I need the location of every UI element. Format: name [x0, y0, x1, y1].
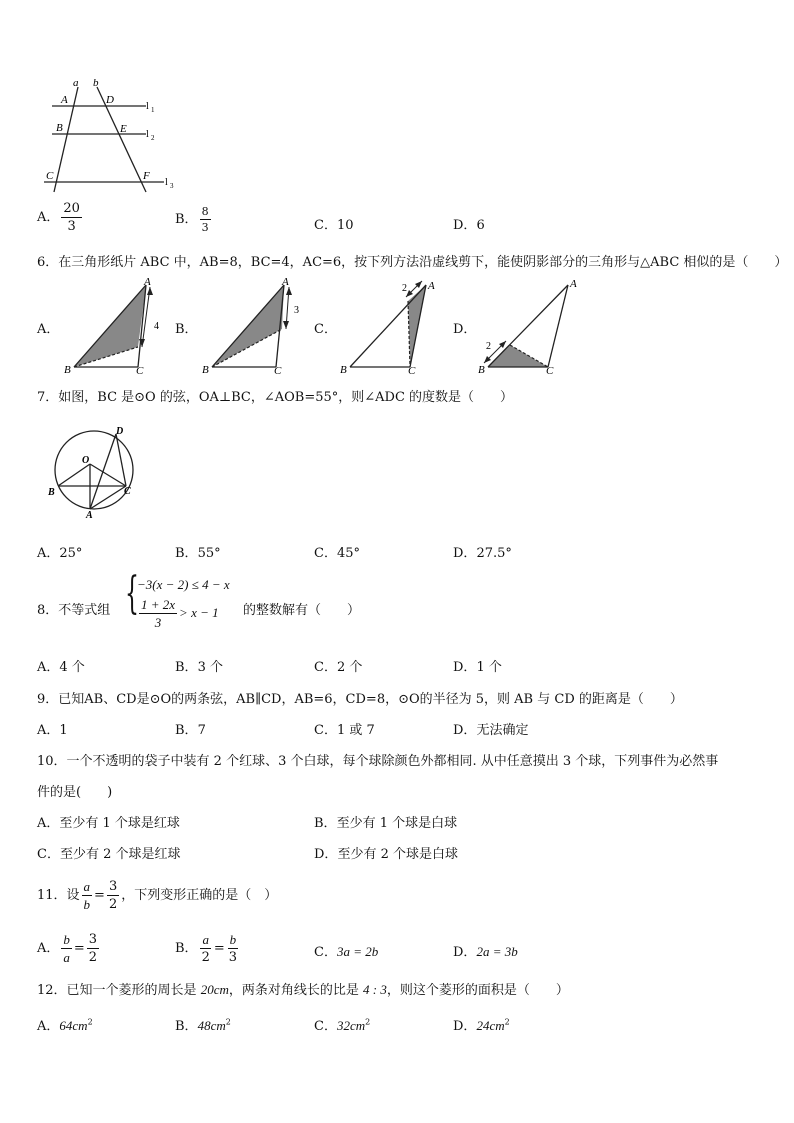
q5-label-b: b	[93, 77, 99, 89]
q6b-label-A: A	[282, 277, 289, 288]
q7-circle-figure	[44, 422, 144, 522]
superscript: 2	[87, 1017, 93, 1027]
q5-label-F: F	[143, 170, 150, 182]
q12-option-c[interactable]	[314, 1015, 370, 1034]
q10-stem-line-2: 件的是( )	[37, 785, 113, 800]
q11-option-b-right	[227, 933, 239, 964]
denominator: 3	[228, 950, 238, 965]
q12-option-a-letter: A．	[37, 1019, 60, 1034]
q12-stem-c: ，则这个菱形的面积是（ ）	[386, 983, 569, 998]
q11-option-c[interactable]	[314, 941, 378, 960]
q8-option-d[interactable]	[453, 656, 502, 675]
superscript: 2	[504, 1017, 510, 1027]
q5-label-l1: l	[146, 101, 149, 112]
q5-label-l3-sub: 3	[170, 182, 174, 190]
q11-fraction-left	[82, 880, 93, 911]
q5-option-c[interactable]	[314, 214, 354, 233]
q6d-mark: 2	[486, 341, 491, 352]
q6b-label-C: C	[274, 365, 282, 377]
q6b-mark: 3	[294, 305, 299, 316]
equals-sign: =	[94, 888, 105, 903]
q11-option-a-letter: A．	[37, 941, 60, 956]
q12-option-d-letter: D．	[453, 1019, 477, 1034]
q10-option-c-text: 至少有 2 个球是红球	[59, 847, 181, 862]
numerator: b	[229, 932, 237, 947]
q7-option-b-text: 55°	[197, 546, 221, 561]
q12-stem-b: ，两条对角线长的比是	[228, 983, 363, 998]
q6-option-b-letter[interactable]: B．	[175, 322, 198, 337]
q11-option-d-letter: D．	[453, 945, 477, 960]
q5-option-b-fraction	[200, 206, 211, 233]
q6a-label-A: A	[144, 277, 151, 288]
q11-fraction-right	[107, 880, 119, 911]
denominator: 2	[88, 950, 98, 965]
q8-inequality-2-fraction	[139, 598, 177, 629]
q7-option-b[interactable]	[175, 542, 221, 561]
q6c-label-B: B	[340, 364, 347, 376]
q5-option-a-fraction	[61, 202, 82, 233]
q6-option-b-figure[interactable]	[198, 277, 308, 377]
equals-sign: =	[213, 941, 225, 956]
q7-option-d[interactable]	[453, 542, 512, 561]
q5-parallel-lines-figure	[34, 75, 184, 195]
q5-option-b[interactable]	[175, 206, 213, 233]
q5-option-d[interactable]	[453, 214, 485, 233]
superscript: 2	[225, 1017, 231, 1027]
q8-inequality-1: −3(x − 2) ≤ 4 − x	[137, 577, 230, 592]
q5-label-B: B	[56, 122, 63, 134]
q10-option-d-letter: D．	[314, 847, 338, 862]
q5-label-E: E	[120, 123, 127, 135]
q7-label-B: B	[48, 487, 55, 498]
q9-option-b-text: 7	[197, 723, 206, 738]
q5-option-c-text: 10	[336, 218, 354, 233]
q10-option-c-letter: C．	[37, 847, 60, 862]
q7-stem: 7．如图，BC 是⊙O 的弦，OA⊥BC，∠AOB=55°，则∠ADC 的度数是（ ）	[37, 390, 514, 405]
q6-option-d-figure[interactable]	[476, 277, 586, 377]
q5-label-A: A	[61, 94, 68, 106]
q10-option-b-text: 至少有 1 个球是白球	[336, 816, 458, 831]
q11-option-b-left	[200, 933, 212, 964]
q10-option-a-text: 至少有 1 个球是红球	[59, 816, 180, 831]
q9-option-c[interactable]	[314, 719, 375, 738]
numerator: a	[83, 879, 91, 894]
q6a-label-C: C	[136, 365, 144, 377]
denominator: 2	[201, 950, 210, 965]
q6-option-c-figure[interactable]	[338, 277, 448, 377]
q12-perimeter: 20cm	[200, 982, 229, 997]
q8-inequality-2-rhs: > x − 1	[179, 605, 219, 620]
q10-option-b[interactable]	[314, 812, 457, 831]
q7-label-A: A	[86, 510, 93, 521]
q9-option-c-letter: C．	[314, 723, 337, 738]
q5-option-a[interactable]	[37, 202, 84, 233]
q5-label-D: D	[106, 94, 114, 106]
q12-option-b-letter: B．	[175, 1019, 198, 1034]
q9-option-a-letter: A．	[37, 723, 60, 738]
q6-option-c-letter[interactable]: C．	[314, 322, 337, 337]
q9-option-b[interactable]	[175, 719, 206, 738]
q10-option-a-letter: A．	[37, 816, 60, 831]
q11-option-a-left	[61, 933, 72, 964]
q10-option-c[interactable]	[37, 843, 181, 862]
q8-option-b[interactable]	[175, 656, 223, 675]
q7-option-a-text: 25°	[59, 546, 83, 561]
q8-prefix: 8．不等式组	[37, 603, 111, 618]
q11-stem	[37, 880, 277, 911]
q5-option-d-letter: D．	[453, 218, 477, 233]
q7-option-c-letter: C．	[314, 546, 337, 561]
q12-option-a-value: 64cm	[59, 1018, 88, 1033]
q6a-label-B: B	[64, 364, 71, 376]
q6b-label-B: B	[202, 364, 209, 376]
q10-stem-line-1: 10．一个不透明的袋子中装有 2 个红球、3 个白球，每个球除颜色外都相同. 从中任意摸出 3 个球，下列事件为必然事	[37, 754, 719, 769]
numerator: 3	[88, 932, 98, 947]
q12-stem	[37, 979, 569, 998]
numerator: b	[63, 932, 70, 947]
q8-option-c-letter: C．	[314, 660, 337, 675]
q9-option-a-text: 1	[59, 723, 68, 738]
q11-option-d-text: 2a = 3b	[476, 944, 518, 959]
q11-prefix: 11．设	[37, 888, 80, 903]
q5-option-a-letter: A．	[37, 210, 60, 225]
q9-option-d-letter: D．	[453, 723, 477, 738]
q12-option-b[interactable]	[175, 1015, 231, 1034]
q12-option-d-value: 24cm	[476, 1018, 505, 1033]
numerator: 8	[201, 205, 209, 218]
q10-option-b-letter: B．	[314, 816, 337, 831]
q10-option-a[interactable]	[37, 812, 180, 831]
q12-option-c-value: 32cm	[336, 1018, 366, 1033]
q8-inequality-2	[137, 598, 219, 629]
q7-option-d-letter: D．	[453, 546, 477, 561]
q7-option-b-letter: B．	[175, 546, 198, 561]
q6-stem: 6．在三角形纸片 ABC 中，AB=8，BC=4，AC=6，按下列方法沿虚线剪下，能使阴影部分的三角形与△ABC 相似的是（ ）	[37, 255, 788, 270]
q8-option-d-text: 1 个	[476, 660, 502, 675]
q11-option-c-text: 3a = 2b	[336, 944, 379, 959]
q10-option-d[interactable]	[314, 843, 458, 862]
q12-option-b-value: 48cm	[197, 1018, 226, 1033]
q7-option-c[interactable]	[314, 542, 360, 561]
numerator: 20	[63, 201, 80, 216]
numerator: 1 + 2x	[141, 597, 176, 612]
q5-label-l3: l	[165, 177, 168, 188]
q11-option-a-right	[87, 933, 99, 964]
q6-option-a-figure[interactable]	[60, 277, 170, 377]
q9-option-d-text: 无法确定	[476, 723, 529, 738]
q7-label-O: O	[82, 455, 90, 466]
q9-stem: 9．已知AB、CD是⊙O的两条弦，AB∥CD，AB=6，CD=8，⊙O的半径为 5，则 AB 与 CD 的距离是（ ）	[37, 692, 683, 707]
q8-suffix: 的整数解有（ ）	[243, 603, 361, 618]
equals-sign: =	[73, 941, 85, 956]
q8-option-b-text: 3 个	[197, 660, 223, 675]
q7-option-a-letter: A．	[37, 546, 60, 561]
q8-option-a-letter: A．	[37, 660, 60, 675]
denominator: 2	[108, 897, 118, 912]
q11-option-b-letter: B．	[175, 941, 198, 956]
q12-option-d[interactable]	[453, 1015, 510, 1034]
q6-option-a-letter[interactable]: A．	[37, 322, 60, 337]
q5-option-b-letter: B．	[175, 212, 198, 227]
q9-option-b-letter: B．	[175, 723, 198, 738]
q7-option-c-text: 45°	[336, 546, 360, 561]
q5-option-d-text: 6	[476, 218, 485, 233]
q9-option-d[interactable]	[453, 719, 528, 738]
q11-option-b[interactable]	[175, 933, 241, 964]
q6c-mark: 2	[402, 283, 407, 294]
q5-label-l2: l	[146, 129, 149, 140]
q6c-label-C: C	[408, 365, 416, 377]
denominator: 3	[201, 221, 209, 234]
q11-option-c-letter: C．	[314, 945, 337, 960]
q12-option-c-letter: C．	[314, 1019, 337, 1034]
q6d-label-C: C	[546, 365, 554, 377]
denominator: b	[83, 897, 91, 912]
q5-label-a: a	[73, 77, 79, 89]
q6a-mark: 4	[154, 321, 159, 332]
q5-label-l2-sub: 2	[151, 134, 155, 142]
q6d-label-B: B	[478, 364, 485, 376]
numerator: a	[202, 932, 209, 947]
q11-suffix: ，下列变形正确的是（ ）	[121, 888, 278, 903]
q8-option-b-letter: B．	[175, 660, 198, 675]
superscript: 2	[365, 1017, 371, 1027]
q5-label-C: C	[46, 170, 54, 182]
q8-option-a[interactable]	[37, 656, 85, 675]
q7-label-C: C	[124, 486, 131, 497]
q5-label-l1-sub: 1	[151, 106, 155, 114]
q11-option-a[interactable]	[37, 933, 101, 964]
q6d-label-A: A	[570, 278, 577, 290]
q12-ratio: 4 : 3	[363, 982, 387, 997]
denominator: a	[63, 950, 70, 965]
denominator: 3	[154, 615, 162, 630]
q9-option-a[interactable]	[37, 719, 68, 738]
q8-option-d-letter: D．	[453, 660, 477, 675]
q10-option-d-text: 至少有 2 个球是白球	[337, 847, 458, 862]
q8-option-c[interactable]	[314, 656, 362, 675]
q12-stem-a: 12．已知一个菱形的周长是	[37, 983, 201, 998]
numerator: 3	[108, 879, 118, 894]
q5-option-c-letter: C．	[314, 218, 337, 233]
q7-option-d-text: 27.5°	[476, 546, 512, 561]
q8-option-a-text: 4 个	[59, 660, 85, 675]
q6c-label-A: A	[428, 280, 435, 292]
q7-option-a[interactable]	[37, 542, 82, 561]
q11-option-d[interactable]	[453, 941, 518, 960]
q12-option-a[interactable]	[37, 1015, 93, 1034]
q7-label-D: D	[116, 426, 124, 437]
q9-option-c-text: 1 或 7	[336, 723, 375, 738]
denominator: 3	[67, 219, 76, 234]
system-brace: {	[125, 568, 139, 619]
q6-option-d-letter[interactable]: D．	[453, 322, 477, 337]
q8-option-c-text: 2 个	[336, 660, 363, 675]
